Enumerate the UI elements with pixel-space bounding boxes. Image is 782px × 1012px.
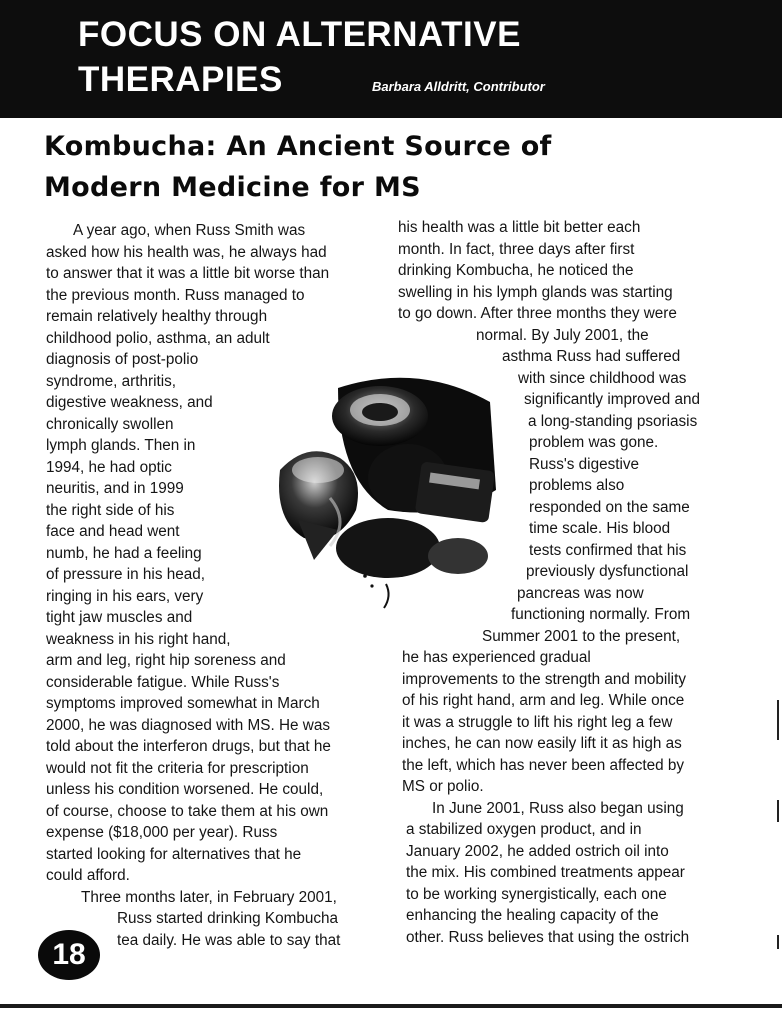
text-line: enhancing the healing capacity of the xyxy=(406,907,659,924)
text-line: lymph glands. Then in xyxy=(46,437,196,454)
text-line: diagnosis of post-polio xyxy=(46,351,199,368)
text-line: responded on the same xyxy=(529,498,690,516)
text-line: ringing in his ears, very xyxy=(46,587,204,605)
article-headline xyxy=(44,126,552,208)
headline-line-1: Kombucha: An Ancient Source of xyxy=(44,131,552,162)
text-line: other. Russ believes that using the ostrich xyxy=(406,928,690,946)
text-line: could afford. xyxy=(46,867,130,884)
text-line: weakness in his right hand, xyxy=(46,630,231,648)
text-line: symptoms improved somewhat in March xyxy=(46,695,320,712)
text-line: to go down. After three months they were xyxy=(398,305,677,322)
text-line: it was a struggle to lift his right leg a few xyxy=(402,713,673,731)
text-line: MS or polio. xyxy=(402,778,484,795)
bottom-rule xyxy=(0,1004,782,1008)
text-line: January 2002, he added ostrich oil into xyxy=(406,842,669,860)
text-line: a stabilized oxygen product, and in xyxy=(406,821,642,838)
text-line: functioning normally. From xyxy=(511,606,691,623)
text-line: drinking Kombucha, he noticed the xyxy=(398,262,634,279)
text-line: pancreas was now xyxy=(517,584,644,602)
text-line: numb, he had a feeling xyxy=(46,544,202,562)
text-line: improvements to the strength and mobility xyxy=(402,670,686,688)
text-line: he has experienced gradual xyxy=(402,649,591,666)
text-line: time scale. His blood xyxy=(529,520,671,537)
text-line: to be working synergistically, each one xyxy=(406,885,667,903)
text-line: the left, which has never been affected by xyxy=(402,756,685,774)
text-line: 1994, he had optic xyxy=(46,458,172,476)
header-banner xyxy=(0,0,782,118)
text-line: inches, he can now easily lift it as high as xyxy=(402,735,682,752)
text-line: digestive weakness, and xyxy=(46,394,213,411)
text-line: face and head went xyxy=(46,523,180,540)
section-title-line-1: FOCUS ON ALTERNATIVE xyxy=(78,15,521,54)
text-line: childhood polio, asthma, an adult xyxy=(46,329,270,347)
text-line: tea daily. He was able to say that xyxy=(117,931,341,949)
text-line: asthma Russ had suffered xyxy=(502,348,681,365)
text-line: would not fit the criteria for prescription xyxy=(46,759,309,777)
text-line: month. In fact, three days after first xyxy=(398,240,635,258)
text-line: considerable fatigue. While Russ's xyxy=(46,673,280,691)
text-line: normal. By July 2001, the xyxy=(476,326,649,344)
text-line: with since childhood was xyxy=(518,369,687,387)
text-line: problem was gone. xyxy=(529,434,659,451)
text-line: chronically swollen xyxy=(46,415,174,433)
text-line: the previous month. Russ managed to xyxy=(46,286,305,304)
text-line: Summer 2001 to the present, xyxy=(482,627,681,645)
text-line: started looking for alternatives that he xyxy=(46,845,302,863)
text-line: neuritis, and in 1999 xyxy=(46,480,184,497)
page-number-badge: 18 xyxy=(38,930,100,980)
text-line: arm and leg, right hip soreness and xyxy=(46,652,286,669)
text-line: his health was a little bit better each xyxy=(398,219,641,236)
text-line: tests confirmed that his xyxy=(529,541,687,559)
text-line: of course, choose to take them at his own xyxy=(46,802,329,820)
text-line: the mix. His combined treatments appear xyxy=(406,864,685,881)
text-line: problems also xyxy=(529,477,625,494)
text-line: asked how his health was, he always had xyxy=(46,243,327,261)
text-line: told about the interferon drugs, but that he xyxy=(46,738,331,755)
text-line: A year ago, when Russ Smith was xyxy=(73,222,306,239)
text-line: In June 2001, Russ also began using xyxy=(432,799,684,817)
edge-mark xyxy=(777,935,779,949)
contributor-byline: Barbara Alldritt, Contributor xyxy=(372,79,545,94)
text-line: remain relatively healthy through xyxy=(46,308,268,325)
text-line: syndrome, arthritis, xyxy=(46,372,177,390)
text-line: expense ($18,000 per year). Russ xyxy=(46,824,278,841)
text-line: tight jaw muscles and xyxy=(46,609,193,626)
text-line: unless his condition worsened. He could, xyxy=(46,781,324,798)
text-line: previously dysfunctional xyxy=(526,563,689,580)
section-title-line-2: THERAPIES xyxy=(78,60,283,99)
text-line: to answer that it was a little bit worse than xyxy=(46,265,330,282)
text-line: 2000, he was diagnosed with MS. He was xyxy=(46,716,331,734)
text-line: significantly improved and xyxy=(524,391,701,408)
text-line: of his right hand, arm and leg. While once xyxy=(402,692,685,709)
kombucha-photo xyxy=(268,370,500,610)
edge-mark xyxy=(777,800,779,822)
text-line: a long-standing psoriasis xyxy=(528,412,698,430)
edge-mark xyxy=(777,700,779,740)
text-line: Russ's digestive xyxy=(529,455,640,473)
text-line: Three months later, in February 2001, xyxy=(81,888,337,906)
text-line: the right side of his xyxy=(46,501,175,519)
text-line: Russ started drinking Kombucha xyxy=(117,910,339,927)
text-line: swelling in his lymph glands was starting xyxy=(398,283,673,301)
headline-line-2: Modern Medicine for MS xyxy=(44,172,421,203)
text-line: of pressure in his head, xyxy=(46,566,206,583)
